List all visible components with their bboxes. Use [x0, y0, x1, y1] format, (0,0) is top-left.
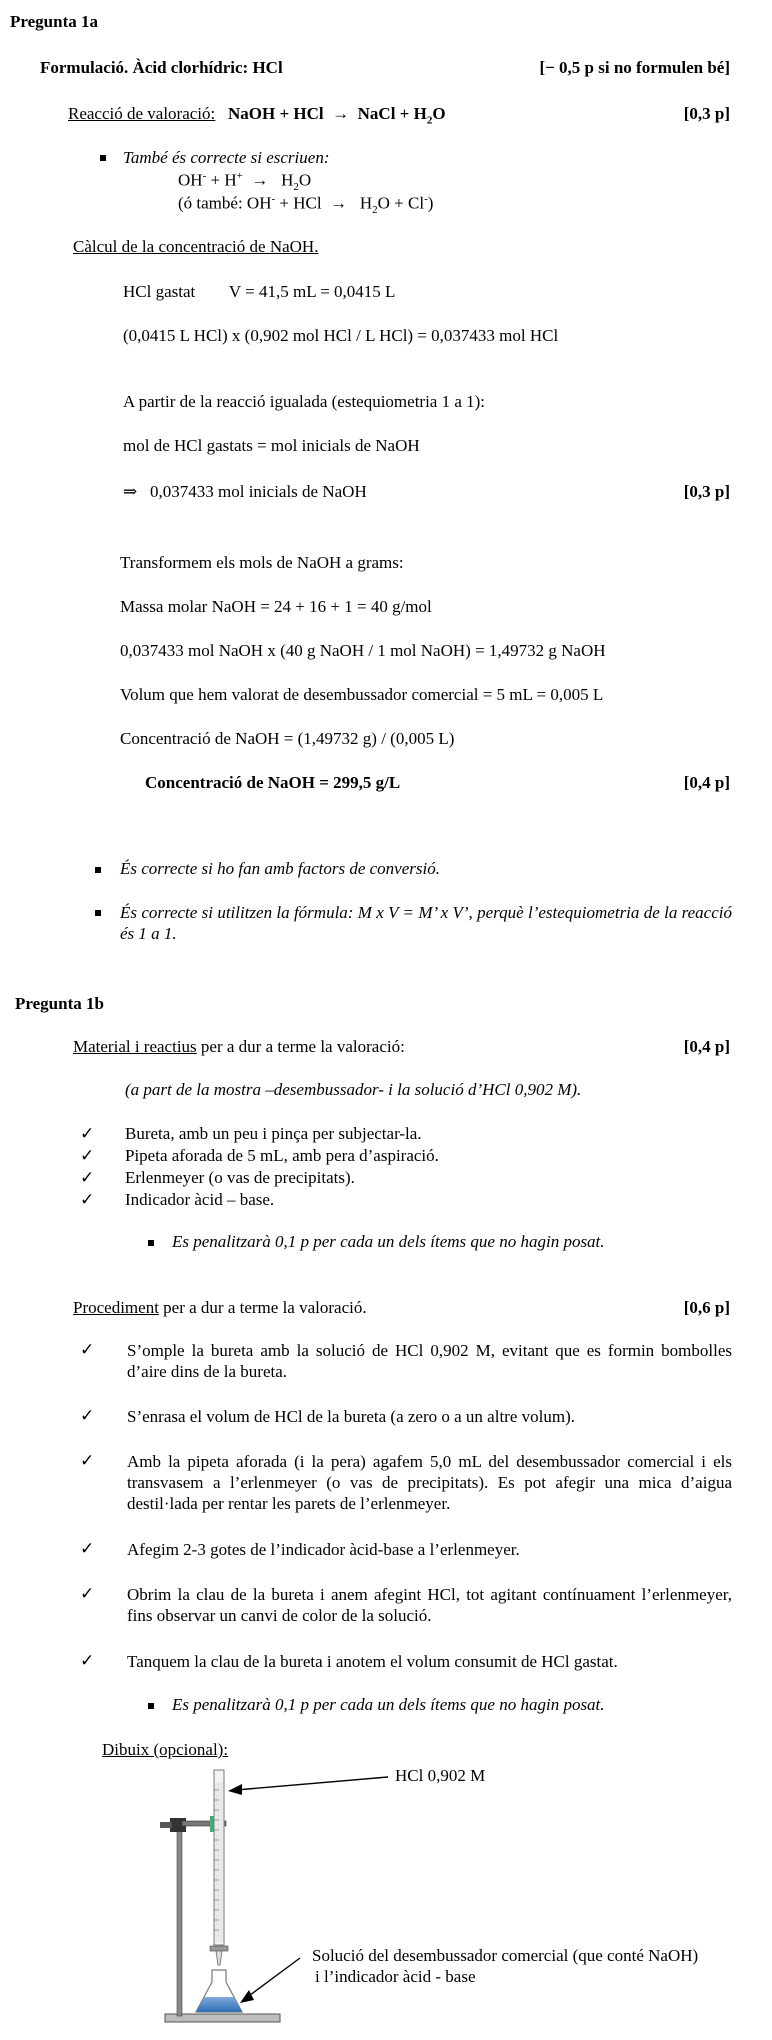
alt-equation-2: (ó també: OH- + HCl → $H_2O + Cl^-$): [178, 193, 434, 217]
stoich-line: A partir de la reacció igualada (estequiometria 1 a 1):: [123, 392, 486, 411]
volume-line: Volum que hem valorat de desembussador comercial = 5 mL = 0,005 L: [120, 685, 604, 704]
titration-drawing: [150, 1760, 750, 2030]
calc-title: Càlcul de la concentració de NaOH.: [73, 237, 319, 256]
burette-label: HCl 0,902 M: [395, 1766, 486, 1785]
formulation-score: [− 0,5 p si no formulen bé]: [539, 58, 730, 77]
question-1a-heading: Pregunta 1a: [10, 12, 98, 31]
penalty-note-1: Es penalitzarà 0,1 p per cada un dels ítems que no hagin posat.: [172, 1232, 605, 1251]
check-icon: ✓: [80, 1451, 95, 1471]
alt-note: També és correcte si escriuen:: [123, 148, 330, 167]
transform-line: Transformem els mols de NaOH a grams:: [120, 553, 404, 572]
check-icon: ✓: [80, 1340, 95, 1360]
reaction-arrow: →: [332, 104, 350, 123]
stopcock: [210, 1946, 228, 1951]
check-icon: ✓: [80, 1168, 95, 1188]
flask-label-line-1: Solució del desembussador comercial (que conté NaOH): [312, 1946, 699, 1965]
procedure-title: Procediment per a dur a terme la valoració.: [73, 1298, 367, 1317]
procedure-step: Tanquem la clau de la bureta i anotem el volum consumit de HCl gastat.: [127, 1652, 618, 1671]
procedure-step: S’omple la bureta amb la solució de HCl 0,902 M, evitant que es formin bombolles d’aire dins de la bureta.: [127, 1341, 732, 1381]
mol-score: [0,3 p]: [683, 482, 730, 501]
material-title: Material i reactius per a dur a terme la valoració:: [73, 1037, 405, 1056]
check-icon: ✓: [80, 1146, 95, 1166]
mol-naoh-line: ⇒ 0,037433 mol inicials de NaOH: [123, 482, 367, 501]
check-icon: ✓: [80, 1124, 95, 1144]
check-icon: ✓: [80, 1190, 95, 1210]
molar-mass: Massa molar NaOH = 24 + 16 + 1 = 40 g/mol: [120, 597, 432, 616]
drawing-label: Dibuix (opcional):: [102, 1740, 229, 1759]
flask-label-line-2: i l’indicador àcid - base: [315, 1967, 476, 1986]
mol-eq: mol de HCl gastats = mol inicials de NaOH: [123, 436, 420, 455]
note-formula: És correcte si utilitzen la fórmula: M x V = M’ x V’, perquè l’estequiometria de la reacció és 1 a 1.: [120, 903, 732, 943]
bullet-square: [100, 155, 106, 161]
check-icon: ✓: [80, 1539, 95, 1559]
material-item: Pipeta aforada de 5 mL, amb pera d’aspiració.: [125, 1146, 439, 1165]
material-item: Erlenmeyer (o vas de precipitats).: [125, 1168, 355, 1187]
reaction-label: Reacció de valoració:: [68, 104, 216, 123]
question-1b-heading: Pregunta 1b: [15, 994, 104, 1013]
conc-expr: Concentració de NaOH = (1,49732 g) / (0,005 L): [120, 729, 455, 748]
procedure-score: [0,6 p]: [683, 1298, 730, 1317]
implies-symbol: ⇒: [123, 482, 138, 501]
hcl-spent: HCl gastat V = 41,5 mL = 0,0415 L: [123, 282, 396, 301]
arrow-head: [240, 1990, 254, 2003]
procedure-step: S’enrasa el volum de HCl de la bureta (a zero o a un altre volum).: [127, 1407, 575, 1426]
reaction-score: [0,3 p]: [683, 104, 730, 123]
burette-liquid: [215, 1782, 223, 1942]
stand-rod: [177, 1830, 182, 2016]
burette-tip: [216, 1951, 222, 1965]
note-conversion: És correcte si ho fan amb factors de conversió.: [120, 859, 440, 878]
reaction-line: [68, 104, 446, 126]
mol-calc: (0,0415 L HCl) x (0,902 mol HCl / L HCl) = 0,037433 mol HCl: [123, 326, 559, 345]
material-item: Indicador àcid – base.: [125, 1190, 275, 1209]
procedure-step: Obrim la clau de la bureta i anem afegint HCl, tot agitant contínuament l’erlenmeyer, fins observar un canvi de color de la solució.: [127, 1585, 732, 1625]
procedure-step: Amb la pipeta aforada (i la pera) agafem 5,0 mL del desembussador comercial i els transvasem a l’erlenmeyer (o vas de precipitats). Es pot afegir una mica d’aigua destil·lada per rentar les parets de l’erlenmeyer.: [127, 1452, 732, 1513]
bullet-square: [148, 1240, 154, 1246]
bullet-square: [95, 910, 101, 916]
material-note: (a part de la mostra –desembussador- i la solució d’HCl 0,902 M).: [125, 1080, 582, 1099]
penalty-note-2: Es penalitzarà 0,1 p per cada un dels ítems que no hagin posat.: [172, 1695, 605, 1714]
alt-equation-1: OH- + H+ → $H_2O$: [178, 170, 312, 194]
conc-score: [0,4 p]: [683, 773, 730, 792]
flask-solution: [196, 1997, 242, 2012]
arrow-head: [228, 1784, 242, 1795]
grams-calc: 0,037433 mol NaOH x (40 g NaOH / 1 mol NaOH) = 1,49732 g NaOH: [120, 641, 606, 660]
bullet-square: [148, 1703, 154, 1709]
check-icon: ✓: [80, 1406, 95, 1426]
arrow-to-flask: [246, 1958, 300, 1998]
formulation-line: Formulació. Àcid clorhídric: HCl: [40, 58, 283, 77]
clamp-screw: [160, 1822, 172, 1828]
material-score: [0,4 p]: [683, 1037, 730, 1056]
check-icon: ✓: [80, 1584, 95, 1604]
arrow-to-burette: [236, 1777, 388, 1790]
reaction-rhs: NaCl + $H_2O$: [357, 104, 446, 127]
check-icon: ✓: [80, 1651, 95, 1671]
conc-result: Concentració de NaOH = 299,5 g/L: [145, 773, 401, 792]
procedure-step: Afegim 2-3 gotes de l’indicador àcid-base a l’erlenmeyer.: [127, 1540, 520, 1559]
bullet-square: [95, 867, 101, 873]
reaction-lhs: NaOH + HCl: [228, 104, 324, 123]
material-item: Bureta, amb un peu i pinça per subjectar-la.: [125, 1124, 422, 1143]
